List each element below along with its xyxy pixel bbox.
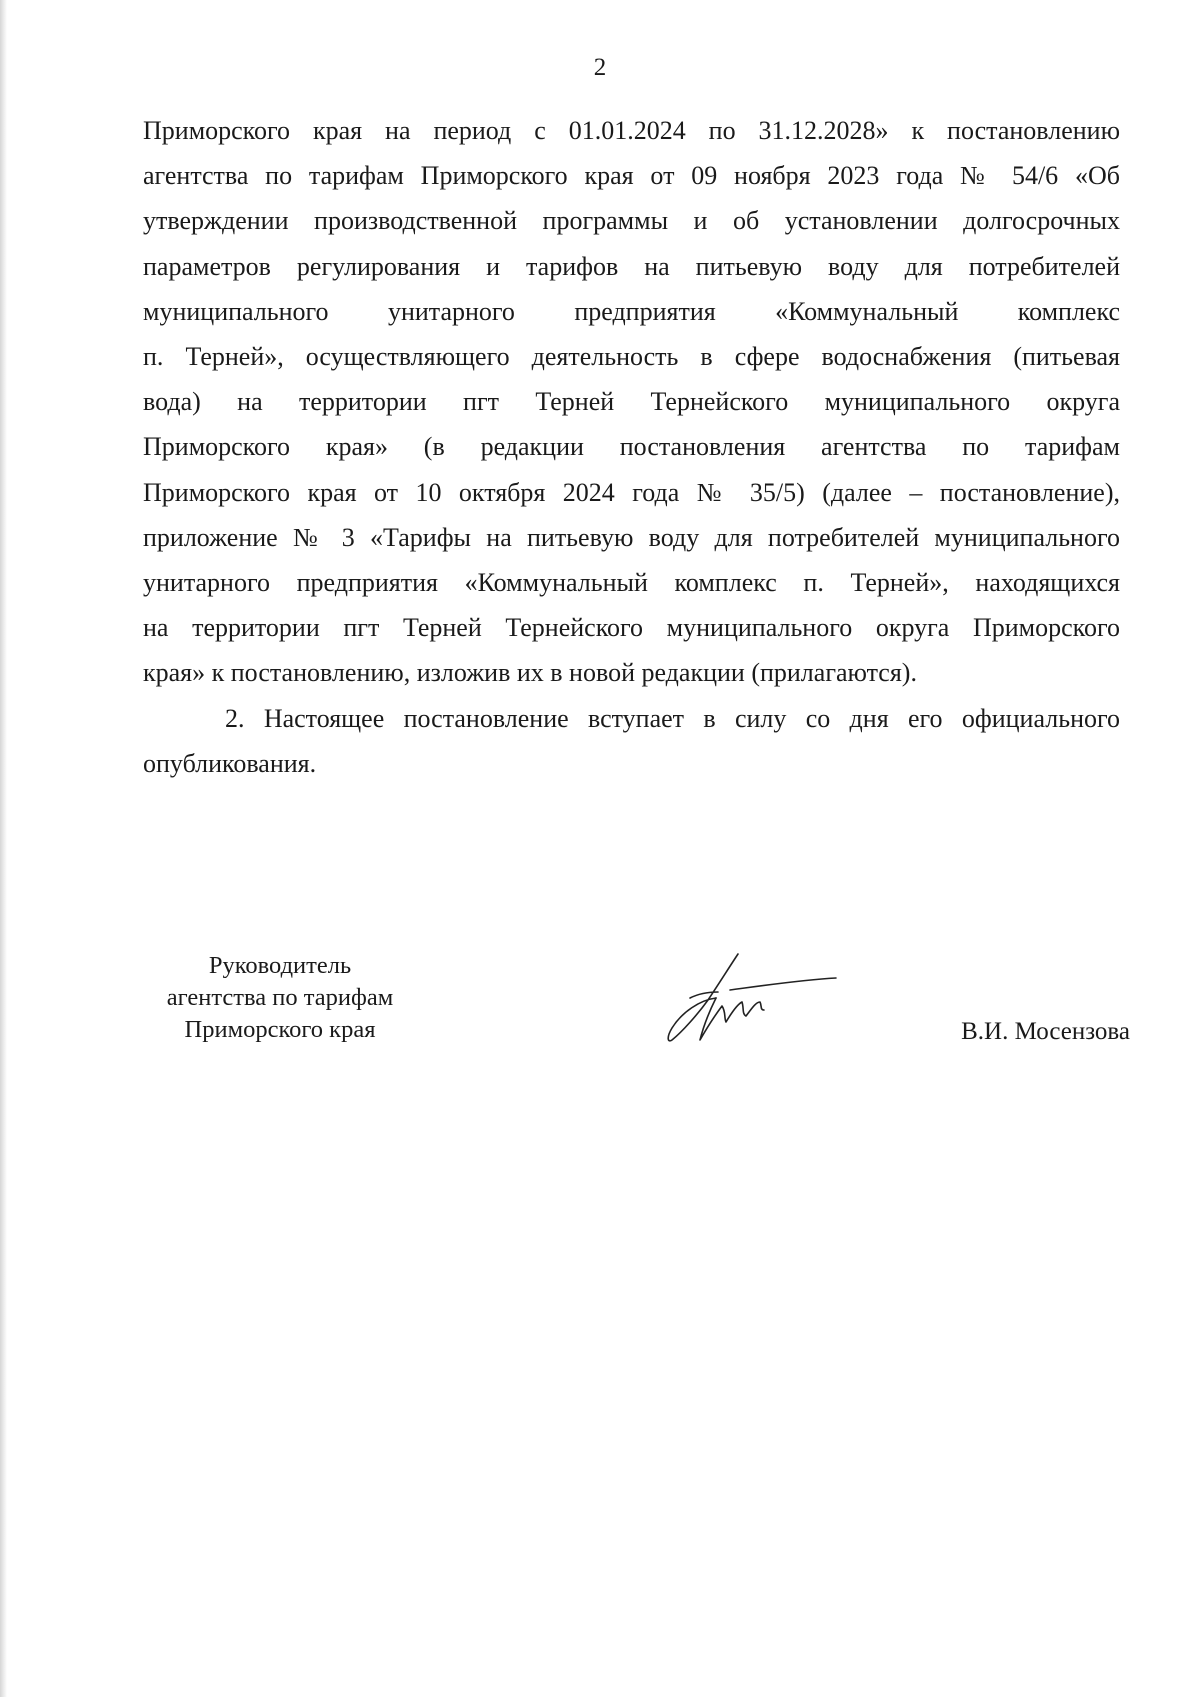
signer-title-line: Приморского края [184, 1016, 376, 1043]
signer-title [130, 950, 430, 1046]
document-body [143, 108, 1120, 786]
text-line: на территории пгт Терней Тернейского муниципального округа Приморского [143, 613, 1120, 643]
scan-edge-shadow [0, 0, 7, 1697]
paragraph-1 [143, 108, 1120, 696]
text-line: 2. Настоящее постановление вступает в силу со дня его официального [225, 703, 1120, 733]
page-number: 2 [593, 54, 607, 81]
text-line: муниципального унитарного предприятия «Коммунальный комплекс [143, 296, 1120, 326]
paragraph-2 [143, 696, 1120, 786]
signer-title-line: агентства по тарифам [166, 984, 394, 1011]
text-line: Приморского края от 10 октября 2024 года № 35/5) (далее – постановление), [143, 477, 1120, 507]
signature-block [100, 950, 1130, 1060]
text-line: Приморского края на период с 01.01.2024 по 31.12.2028» к постановлению [143, 116, 1120, 145]
text-line: Приморского края» (в редакции постановления агентства по тарифам [143, 432, 1120, 462]
text-line: утверждении производственной программы и об установлении долгосрочных [143, 206, 1120, 236]
text-line: опубликования. [143, 748, 317, 778]
text-line: агентства по тарифам Приморского края от 09 ноября 2023 года № 54/6 «Об [143, 161, 1120, 191]
signer-title-line: Руководитель [208, 952, 352, 979]
handwritten-signature [660, 948, 840, 1048]
text-line: п. Терней», осуществляющего деятельность в сфере водоснабжения (питьевая [143, 342, 1120, 372]
text-line: края» к постановлению, изложив их в новой редакции (прилагаются). [143, 658, 917, 688]
text-line: параметров регулирования и тарифов на питьевую воду для потребителей [143, 251, 1120, 281]
text-line: вода) на территории пгт Терней Тернейского муниципального округа [143, 387, 1120, 417]
signer-name: В.И. Мосензова [961, 1018, 1130, 1045]
text-line: унитарного предприятия «Коммунальный комплекс п. Терней», находящихся [143, 568, 1120, 598]
text-line: приложение № 3 «Тарифы на питьевую воду для потребителей муниципального [143, 522, 1120, 552]
